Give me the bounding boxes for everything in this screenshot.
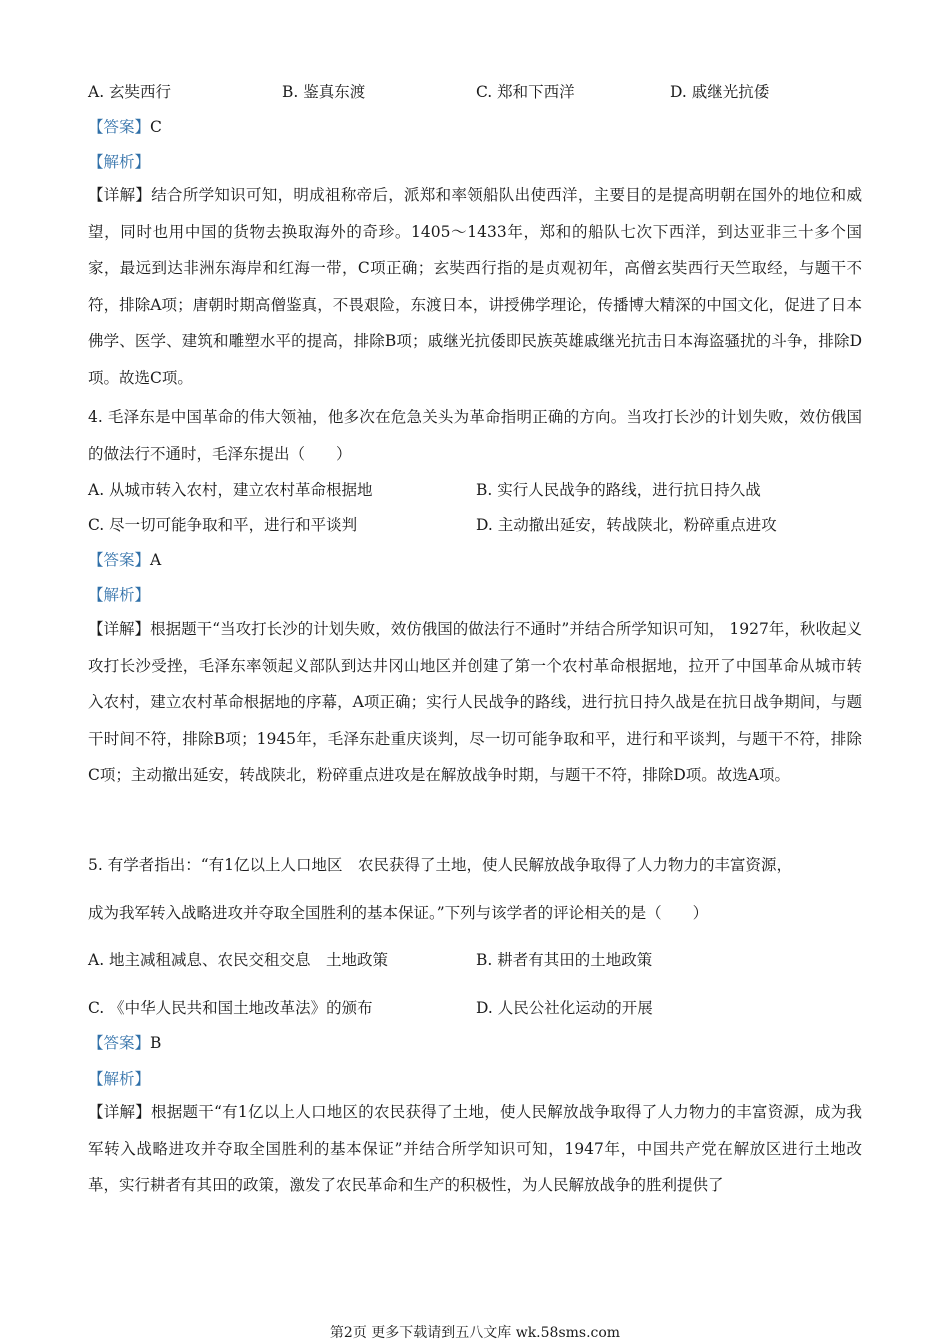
q4-analysis-tag: 【解析】 (88, 586, 151, 604)
q5-answer (88, 1033, 161, 1053)
q4-stem: 4. 毛泽东是中国革命的伟大领袖，他多次在危急关头为革命指明正确的方向。当攻打长沙的计划失败，效仿俄国的做法行不通时，毛泽东提出（ ） (88, 408, 862, 463)
answer-tag: 【答案】 (88, 1034, 151, 1052)
q4-option-a: A. 从城市转入农村，建立农村革命根据地 (88, 481, 373, 499)
answer-value: B (150, 1034, 162, 1052)
detail-text: 根据题干“当攻打长沙的计划失败，效仿俄国的做法行不通时”并结合所学知识可知， 1927年，秋收起义攻打长沙受挫，毛泽东率领起义部队到达井冈山地区并创建了第一个农村革命根据地，拉开了中国革命从城市转入农村，建立农村革命根据地的序幕，A项正确；实行人民战争的路线，进行抗日持久战是在抗日战争期间，与题干时间不符，排除B项；1945年，毛泽东赴重庆谈判，尽一切可能争取和平，进行和平谈判，与题干不符，排除C项；主动撤出延安，转战陕北，粉碎重点进攻是在解放战争时期，与题干不符，排除D项。故选A项。 (88, 620, 862, 784)
page-footer: 第2页 更多下载请到五八文库 wk.58sms.com (329, 1325, 621, 1341)
q5-stem-line-2: 成为我军转入战略进攻并夺取全国胜利的基本保证。”下列与该学者的评论相关的是（ ） (88, 904, 709, 922)
q5-option-d: D. 人民公社化运动的开展 (476, 999, 653, 1017)
answer-tag: 【答案】 (88, 118, 151, 136)
detail-tag: 【详解】 (88, 186, 152, 204)
q3-option-c: C. 郑和下西洋 (476, 83, 575, 101)
q3-analysis-tag: 【解析】 (88, 153, 151, 171)
detail-tag: 【详解】 (88, 1103, 151, 1121)
detail-tag: 【详解】 (88, 620, 151, 638)
q4-option-b: B. 实行人民战争的路线，进行抗日持久战 (476, 481, 761, 499)
answer-tag: 【答案】 (88, 551, 151, 569)
q3-detail (88, 177, 862, 396)
q5-option-b: B. 耕者有其田的土地政策 (476, 951, 653, 969)
q5-option-a: A. 地主减租减息、农民交租交息 土地政策 (88, 951, 389, 969)
q4-option-d: D. 主动撤出延安，转战陕北，粉碎重点进攻 (476, 516, 777, 534)
detail-text: 结合所学知识可知，明成祖称帝后，派郑和率领船队出使西洋，主要目的是提高明朝在国外的地位和威望，同时也用中国的货物去换取海外的奇珍。1405～1433年，郑和的船队七次下西洋，到达亚非三十多个国家，最远到达非洲东海岸和红海一带，C项正确；玄奘西行指的是贞观初年，高僧玄奘西行天竺取经，与题干不符，排除A项；唐朝时期高僧鉴真，不畏艰险，东渡日本，讲授佛学理论，传播博大精深的中国文化，促进了日本佛学、医学、建筑和雕塑水平的提高，排除B项；戚继光抗倭即民族英雄戚继光抗击日本海盗骚扰的斗争，排除D项。故选C项。 (88, 186, 862, 387)
q5-stem-line-1: 5. 有学者指出：“有1亿以上人口地区 农民获得了土地，使人民解放战争取得了人力物力的丰富资源， (88, 856, 793, 874)
q3-option-d: D. 戚继光抗倭 (670, 83, 770, 101)
detail-text: 根据题干“有1亿以上人口地区的农民获得了土地，使人民解放战争取得了人力物力的丰富资源，成为我军转入战略进攻并夺取全国胜利的基本保证”并结合所学知识可知，1947年，中国共产党在解放区进行土地改革，实行耕者有其田的政策，激发了农民革命和生产的积极性，为人民解放战争的胜利提供了 (88, 1103, 862, 1194)
answer-value: C (150, 118, 162, 136)
q3-answer (88, 117, 162, 137)
answer-value: A (150, 551, 162, 569)
q5-analysis-tag: 【解析】 (88, 1070, 151, 1088)
q3-option-a: A. 玄奘西行 (88, 83, 172, 101)
q4-detail (88, 611, 862, 794)
q5-detail (88, 1094, 862, 1204)
q4-answer (88, 550, 161, 570)
q4-option-c: C. 尽一切可能争取和平，进行和平谈判 (88, 516, 358, 534)
q5-option-c: C. 《中华人民共和国土地改革法》的颁布 (88, 999, 373, 1017)
q3-option-b: B. 鉴真东渡 (282, 83, 366, 101)
